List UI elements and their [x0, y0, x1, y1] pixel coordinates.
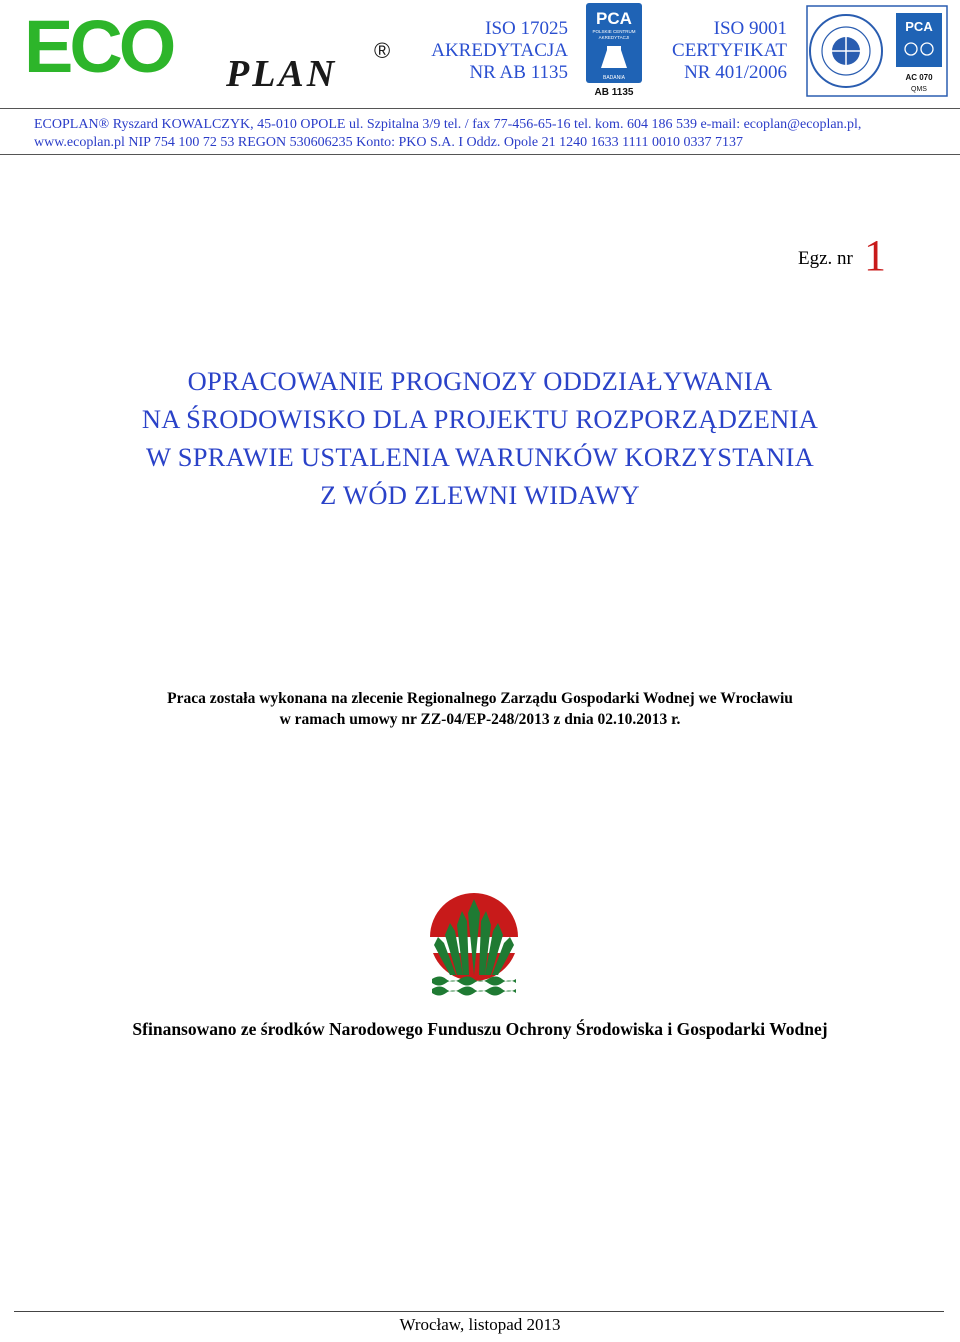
iso-17025-line: NR AB 1135 [469, 62, 568, 83]
contact-line-2: www.ecoplan.pl NIP 754 100 72 53 REGON 530606235 Konto: PKO S.A. I Oddz. Opole 21 1240 1633 1111 0010 0337 7137 [34, 135, 744, 150]
title-line: OPRACOWANIE PROGNOZY ODDZIAŁYWANIA [187, 366, 773, 396]
commission-note [0, 688, 960, 730]
copy-number-value: 1 [864, 231, 886, 280]
pca-badge-number: AB 1135 [594, 87, 634, 98]
iso-9001-line: NR 401/2006 [684, 62, 787, 83]
funding-note: Sfinansowano ze środków Narodowego Funduszu Ochrony Środowiska i Gospodarki Wodnej [132, 1019, 828, 1039]
pca-badge-label: BADANIA [603, 75, 625, 81]
nfosigw-logo [428, 893, 520, 997]
footer-divider [14, 1311, 944, 1312]
iso-9001-block [650, 18, 787, 84]
pca-badge-title: PCA [596, 9, 632, 28]
iso-17025-line: ISO 17025 [485, 18, 568, 39]
pca-accreditation-badge [585, 2, 643, 98]
header-divider [0, 108, 960, 109]
copy-number [798, 231, 918, 280]
title-line: W SPRAWIE USTALENIA WARUNKÓW KORZYSTANIA [145, 442, 815, 472]
pca-badge-sub2: AKREDYTACJI [598, 35, 630, 40]
pca-certification-seal [806, 5, 948, 97]
title-line: Z WÓD ZLEWNI WIDAWY [320, 480, 640, 510]
footer-place-date: Wrocław, listopad 2013 [399, 1315, 561, 1334]
commission-line: w ramach umowy nr ZZ-04/EP-248/2013 z dnia 02.10.2013 r. [279, 711, 681, 728]
document-title [0, 362, 960, 514]
pca-cert-qms: QMS [911, 86, 927, 93]
commission-line: Praca została wykonana na zlecenie Regionalnego Zarządu Gospodarki Wodnej we Wrocławiu [167, 690, 793, 707]
header-divider [0, 154, 960, 155]
svg-text:PCA: PCA [905, 19, 933, 34]
iso-9001-line: ISO 9001 [713, 18, 787, 39]
copy-number-label: Egz. nr [798, 248, 853, 269]
iso-9001-line: CERTYFIKAT [672, 40, 787, 61]
iso-17025-line: AKREDYTACJA [431, 40, 568, 61]
logo-plan-text: PLAN [226, 53, 338, 92]
iso-17025-block [420, 18, 568, 84]
pca-badge-sub1: POLSKIE CENTRUM [592, 29, 636, 34]
logo-registered-mark: ® [374, 38, 391, 63]
logo-eco-text: ECO [24, 10, 173, 88]
contact-line-1: ECOPLAN® Ryszard KOWALCZYK, 45-010 OPOLE ul. Szpitalna 3/9 tel. / fax 77-456-65-16 tel. kom. 604 186 539 e-mail: ecoplan@ecoplan.pl, [34, 117, 862, 132]
ecoplan-logo [24, 10, 404, 92]
title-line: NA ŚRODOWISKO DLA PROJEKTU ROZPORZĄDZENIA [141, 404, 819, 434]
pca-cert-ac: AC 070 [905, 73, 933, 82]
